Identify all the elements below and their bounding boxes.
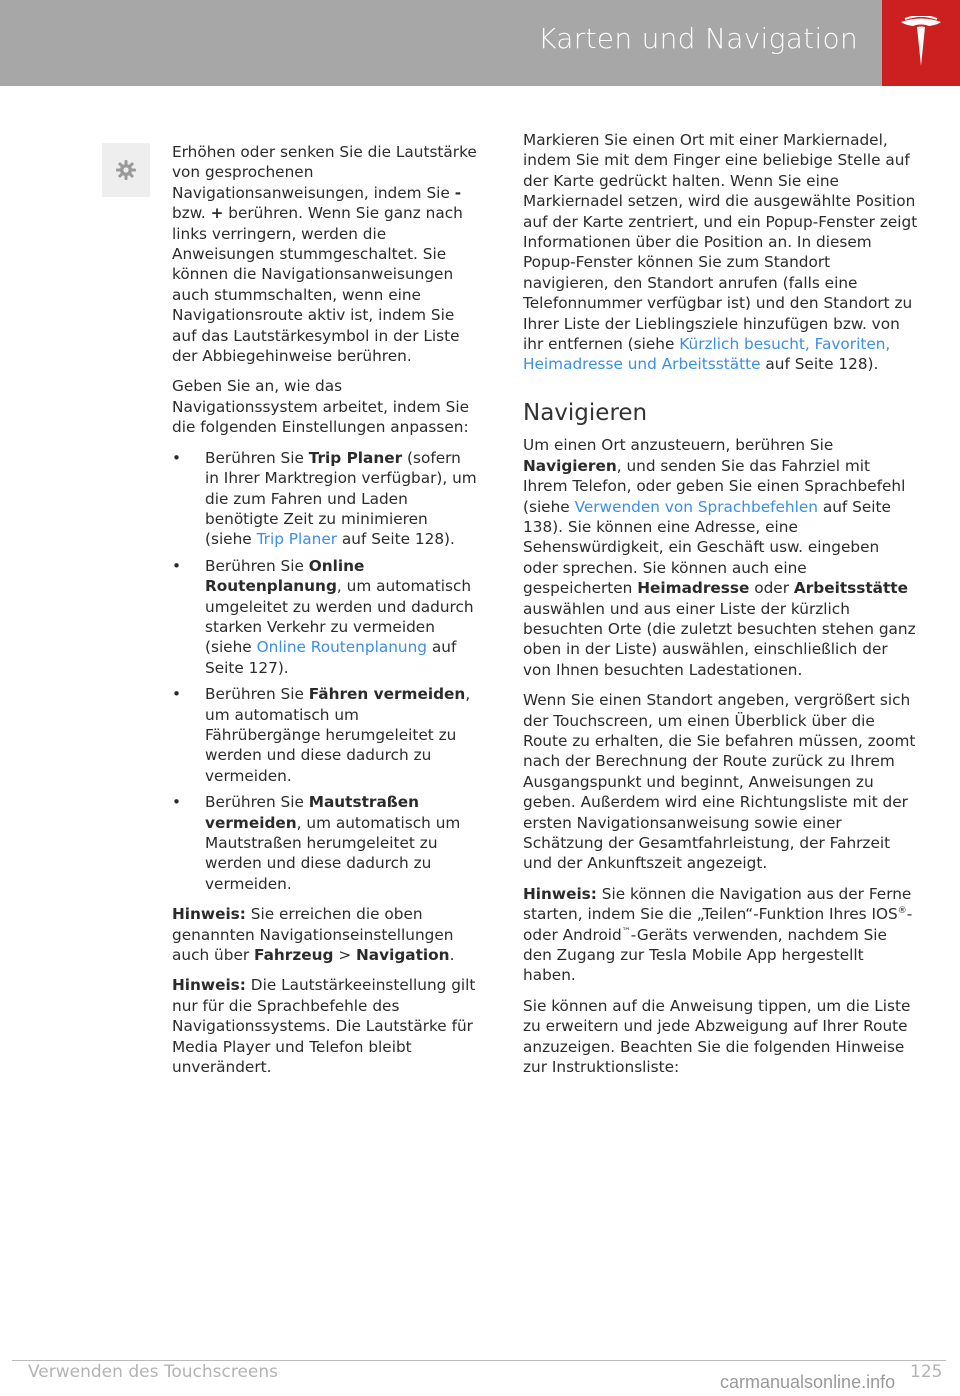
minus-symbol: - (454, 183, 462, 202)
note-settings-path: Hinweis: Sie erreichen die oben genannten Navigationseinstellungen auch über Fahrzeug > Navigation. (172, 905, 455, 965)
tesla-logo-icon (899, 16, 943, 70)
trip-planer-link[interactable]: Trip Planer (256, 530, 338, 549)
list-item: • Berühren Sie Trip Planer (sofern in Ihrer Marktregion verfügbar), um die zum Fahren und Laden benötigte Zeit zu minimieren (siehe Trip Planer auf Seite 128). (172, 448, 477, 550)
footer-divider (12, 1360, 946, 1361)
note-volume: Hinweis: Die Lautstärkeeinstellung gilt nur für die Sprachbefehle des Navigationssystems. Die Lautstärke für Media Player und Telefon bleibt unverändert. (172, 976, 476, 1077)
list-item: • Berühren Sie Fähren vermeiden, um automatisch um Fährübergänge herumgeleitet zu werden und diese dadurch zu vermeiden. (172, 684, 477, 786)
list-item: • Berühren Sie Mautstraßen vermeiden, um automatisch um Mautstraßen herumgeleitet zu werden und diese dadurch zu vermeiden. (172, 792, 477, 894)
section-heading: Navigieren (523, 399, 648, 426)
settings-icon-box (102, 143, 150, 197)
settings-list (172, 448, 477, 895)
left-column (172, 142, 477, 1087)
page-header (0, 0, 960, 86)
instruction-list-paragraph: Sie können auf die Anweisung tippen, um die Liste zu erweitern und jede Abzweigung auf Ihrer Route anzuzeigen. Beachten Sie die folgenden Hinweise zur Instruktionsliste: (523, 996, 911, 1077)
footer-section-title: Verwenden des Touchscreens (28, 1362, 278, 1382)
note-remote-navigation: Hinweis: Sie können die Navigation aus der Ferne starten, indem Sie die „Teilen“-Funktion Ihres IOS®- oder Android™-Geräts verwenden, nachdem Sie den Zugang zur Tesla Mobile App hergestellt haben. (523, 884, 913, 985)
plus-symbol: + (210, 204, 224, 223)
route-overview-paragraph: Wenn Sie einen Standort angeben, vergrößert sich der Touchscreen, um einen Überblick über die Route zu erhalten, die Sie befahren müssen, zoomt nach der Berechnung der Route zurück zu Ihrem Ausgangspunkt und beginnt, Anweisungen zu geben. Außerdem wird eine Richtungsliste mit der ersten Navigationsanweisung sowie einer Schätzung der Gesamtfahrleistung, der Fahrzeit und der Ankunftszeit angezeigt. (523, 691, 916, 873)
chapter-title: Karten und Navigation (538, 22, 858, 55)
navigate-paragraph: Um einen Ort anzusteuern, berühren Sie Navigieren, und senden Sie das Fahrziel mit Ihrem Telefon, oder geben Sie einen Sprachbefehl (siehe Verwenden von Sprachbefehlen auf Seite 138). Sie können eine Adresse, eine Sehenswürdigkeit, ein Geschäft usw. eingeben oder sprechen. Sie können auch eine gespeicherten Heimadresse oder Arbeitsstätte auswählen und aus einer Liste der kürzlich besuchten Orte (die zuletzt besuchten stehen ganz oben in der Liste) auswählen, einschließlich der von Ihnen besuchten Ladestationen. (523, 436, 916, 679)
watermark: carmanualsonline.info (720, 1372, 896, 1392)
volume-paragraph: Erhöhen oder senken Sie die Lautstärke von gesprochenen Navigationsanweisungen, indem Sie - bzw. + berühren. Wenn Sie ganz nach links verringern, werden die Anweisungen stummgeschaltet. Sie können die Navigationsanweisungen auch stummschalten, wenn eine Navigationsroute aktiv ist, indem Sie auf das Lautstärkesymbol in der Liste der Abbiegehinweise berühren. (172, 143, 477, 366)
gear-icon (115, 159, 137, 181)
online-routenplanung-link[interactable]: Online Routenplanung (256, 638, 428, 657)
voice-commands-link[interactable]: Verwenden von Sprachbefehlen (574, 497, 818, 516)
right-column (523, 130, 918, 1087)
settings-intro-paragraph: Geben Sie an, wie das Navigationssystem arbeitet, indem Sie die folgenden Einstellungen anpassen: (172, 377, 470, 437)
tesla-logo (882, 0, 960, 86)
pin-paragraph: Markieren Sie einen Ort mit einer Markiernadel, indem Sie mit dem Finger eine beliebige Stelle auf der Karte gedrückt halten. Wenn Sie eine Markiernadel setzen, wird die ausgewählte Position auf der Karte zentriert, und ein Popup-Fenster zeigt Informationen über die Position an. In diesem Popup-Fenster können Sie zum Standort navigieren, den Standort anrufen (falls eine Telefonnummer verfügbar ist) und den Standort zu Ihrer Liste der Lieblingsziele hinzufügen bzw. von ihr entfernen (siehe Kürzlich besucht, Favoriten, Heimadresse und Arbeitsstätte auf Seite 128). (523, 131, 918, 374)
list-item: • Berühren Sie Online Routenplanung, um automatisch umgeleitet zu werden und dadurch starken Verkehr zu vermeiden (siehe Online Routenplanung auf Seite 127). (172, 556, 477, 678)
page-number: 125 (910, 1362, 943, 1382)
favorites-link[interactable]: Kürzlich besucht, Favoriten, Heimadresse und Arbeitsstätte (523, 335, 891, 374)
